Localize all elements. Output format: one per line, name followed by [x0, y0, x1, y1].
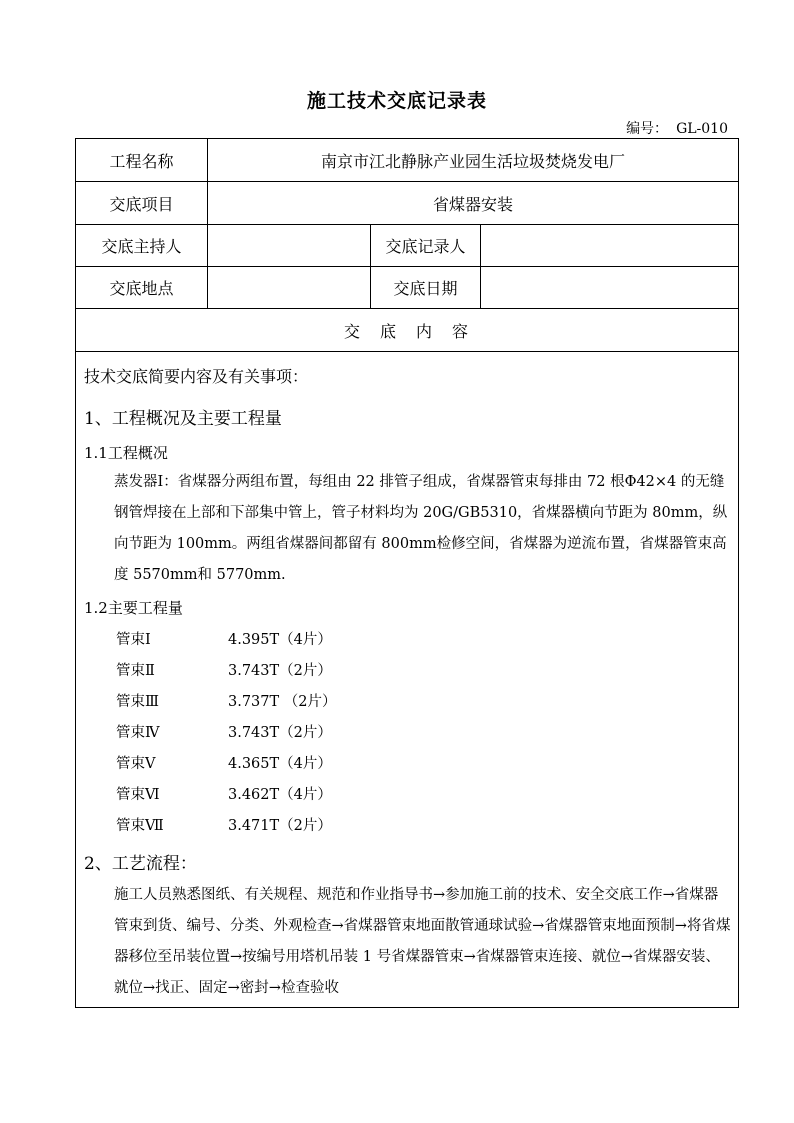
process-flow-paragraph: 施工人员熟悉图纸、有关规程、规范和作业指导书→参加施工前的技术、安全交底工作→省煤器管束到货、编号、分类、外观检查→省煤器管束地面散管通球试验→省煤器管束地面预制→将省煤器移位至吊装位置→按编号用塔机吊装 1 号省煤器管束→省煤器管束连接、就位→省煤器安装、就位→找正、固定→密封→检查验收: [114, 887, 731, 996]
row-location-date: [76, 267, 738, 309]
date-label: 交底日期: [370, 267, 480, 308]
document-number-label: 编号：: [626, 121, 669, 137]
overview-paragraph: 蒸发器Ⅰ：省煤器分两组布置，每组由 22 排管子组成，省煤器管束每排由 72 根Φ42×4 的无缝钢管焊接在上部和下部集中管上，管子材料均为 20G/GB5310，省煤器横向节距为 80mm，纵向节距为 100mm。两组省煤器间都留有 800mm检修空间，省煤器为逆流布置，省煤器管束高度 5570mm和 5770mm.: [114, 474, 728, 583]
section-1-2-title: 1.2主要工程量: [84, 599, 183, 617]
document-title: 施工技术交底记录表: [306, 90, 487, 112]
quantity-name: 管束Ⅵ: [116, 787, 160, 803]
section-2-text: [84, 880, 732, 1004]
quantity-name: 管束Ⅱ: [116, 663, 155, 679]
quantity-name: 管束Ⅲ: [116, 694, 159, 710]
quantity-value: 4.395T（4片）: [228, 632, 332, 648]
row-project-name: [76, 139, 738, 182]
host-value: [207, 225, 370, 266]
intro-text: 技术交底简要内容及有关事项：: [84, 367, 309, 386]
project-name-label: 工程名称: [109, 151, 174, 171]
quantity-name: 管束Ⅶ: [116, 818, 164, 834]
row-item: [76, 182, 738, 225]
location-label: 交底地点: [109, 279, 174, 298]
section-1-1-title: 1.1工程概况: [84, 444, 168, 462]
location-value: [207, 267, 370, 308]
item-value: 省煤器安装: [207, 182, 738, 224]
disclosure-table: [75, 138, 739, 1008]
project-name-value: 南京市江北静脉产业园生活垃圾焚烧发电厂: [207, 139, 738, 181]
quantity-value: 3.743T（2片）: [228, 663, 332, 679]
date-value: [480, 267, 738, 308]
recorder-label: 交底记录人: [370, 225, 480, 266]
document-number-value: GL-010: [676, 121, 728, 137]
quantity-value: 4.365T（4片）: [228, 756, 332, 772]
row-content-header: [76, 309, 738, 352]
section-1-title: 1、工程概况及主要工程量: [84, 409, 282, 429]
row-host-recorder: [76, 225, 738, 267]
section-1-1-text: [84, 467, 732, 591]
quantity-name: 管束Ⅰ: [116, 632, 151, 648]
quantity-value: 3.737T （2片）: [228, 694, 337, 710]
quantity-value: 3.743T（2片）: [228, 725, 332, 741]
section-2-title: 2、工艺流程：: [84, 854, 197, 874]
quantity-name: 管束Ⅳ: [116, 725, 160, 741]
quantity-value: 3.462T（4片）: [228, 787, 332, 803]
quantity-value: 3.471T（2片）: [228, 818, 332, 834]
content-header: 交 底 内 容: [343, 321, 470, 341]
content-area: [76, 352, 738, 1007]
document-number: [626, 118, 728, 138]
item-label: 交底项目: [109, 194, 174, 214]
quantity-name: 管束Ⅴ: [116, 756, 156, 772]
recorder-value: [480, 225, 738, 266]
host-label: 交底主持人: [101, 237, 182, 256]
